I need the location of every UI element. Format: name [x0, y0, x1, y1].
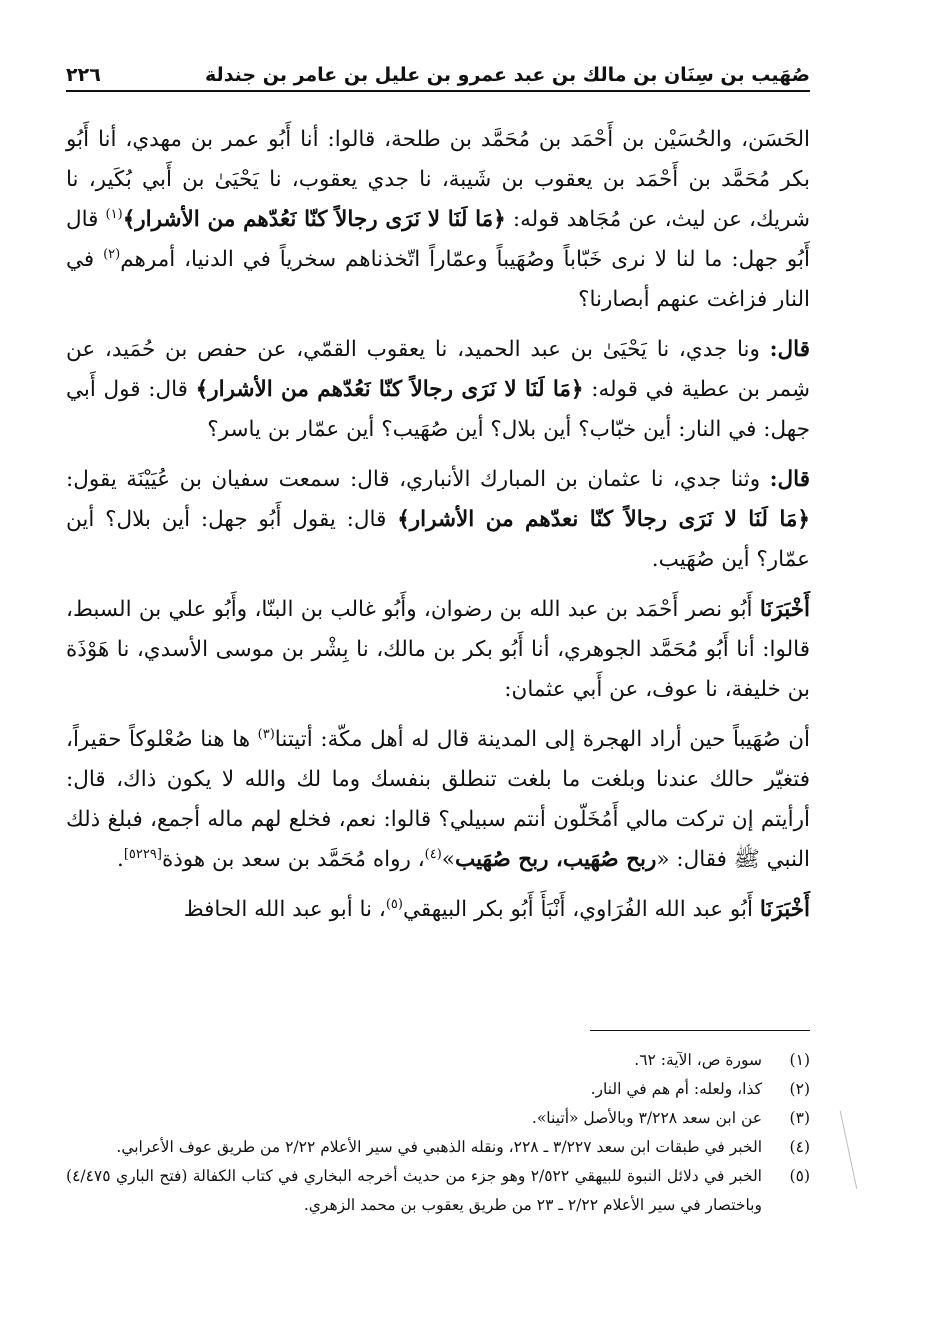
header-divider: [66, 90, 810, 92]
page-number: ٢٢٦: [66, 64, 101, 86]
lead-word: قال:: [769, 467, 810, 492]
lead-word: أَخْبَرَنَا: [759, 597, 810, 622]
lead-word: ربح صُهَيب، ربح صُهَيب: [454, 847, 657, 872]
paragraph: [66, 590, 810, 710]
footnote-ref: (١): [105, 206, 123, 222]
text-run: قال: يقول أَبُو جهل: أين بلال؟ أين عمّار؟ أين صُهَيب.: [66, 507, 810, 572]
footnote-ref: (٢): [103, 246, 121, 262]
paragraph: [66, 330, 810, 450]
footnote: [66, 1046, 810, 1075]
paragraph: [66, 890, 810, 930]
text-run: قال أَبُو جهل: ما لنا لا نرى خَبّاباً وصُهَيباً وعمّاراً اتّخذناهم سخرياً في الدنيا، أمرهم: [66, 207, 810, 272]
footnote: [66, 1075, 810, 1104]
running-header: [66, 52, 810, 86]
paragraph: [66, 460, 810, 580]
running-title: صُهَيب بن سِنَان بن مالك بن عبد عمرو بن عليل بن عامر بن جندلة: [205, 64, 810, 86]
quran-quote: ﴿مَا لَنَا لا نَرَى رجالاً كنّا نَعُدّهم من الأشرار﴾: [122, 207, 506, 232]
text-run: ، رواه مُحَمَّد بن سعد بن هوذة: [161, 847, 425, 872]
text-run: وثنا جدي، نا عثمان بن المبارك الأنباري، قال: سمعت سفيان بن عُيَيْنَة يقول:: [66, 467, 770, 492]
text-run: ها هنا صُعْلوكاً حقيراً، فتغيّر حالك عندنا وبلغت ما بلغت تنطلق بنفسك وما لك والله لا يكون ذاك، قال: أرأيتم إن تركت مالي أَمُخَلّون أنتم سبيلي؟ قالوا: نعم، فخلع لهم ماله أجمع، فبلغ ذلك النبي ﷺ فقال: «: [66, 727, 810, 872]
footnote-divider: [590, 1030, 810, 1031]
footnote-number: (٢): [789, 1080, 810, 1098]
main-text: [66, 120, 810, 938]
footnote-ref: (٣): [257, 726, 275, 742]
text-run: في النار فزاغت عنهم أبصارنا؟: [66, 247, 810, 312]
footnote-number: (٤): [789, 1138, 810, 1156]
quran-quote: ﴿مَا لَنَا لا نَرَى رجالاً كنّا نعدّهم من الأشرار﴾: [397, 507, 810, 532]
paragraph: [66, 120, 810, 320]
text-run: أَبُو نصر أَحْمَد بن عبد الله بن رضوان، وأَبُو غالب بن البنّا، وأَبُو علي بن السبط، قالوا: أنا أَبُو مُحَمَّد الجوهري، أنا أَبُو بكر بن مالك، نا بِشْر بن موسى الأسدي، نا هَوْذَة بن خليفة، نا عوف، عن أَبي عثمان:: [66, 597, 810, 702]
footnote-text: عن ابن سعد ٣/٢٢٨ وبالأصل «أتينا».: [531, 1109, 762, 1127]
footnote-ref: (٥): [385, 896, 403, 912]
footnote-text: سورة ص، الآية: ٦٢.: [634, 1051, 762, 1069]
footnote-ref: (٤): [424, 846, 442, 862]
quran-quote: ﴿مَا لَنَا لا نَرَى رجالاً كنّا نَعُدّهم من الأشرار﴾: [195, 377, 584, 402]
lead-word: قال:: [769, 337, 810, 362]
text-run: الحَسَن، والحُسَيْن بن أَحْمَد بن مُحَمَّد بن طلحة، قالوا: أنا أَبُو عمر بن مهدي، أنا أَبُو بكر مُحَمَّد بن أَحْمَد بن يعقوب بن شَيبة، نا جدي يعقوب، نا يَحْيَىٰ بن أَبي بُكَير، نا شريك، عن ليث، عن مُجَاهد قوله:: [66, 127, 810, 232]
footnote-text: كذا، ولعله: أم هم في النار.: [590, 1080, 762, 1098]
footnote-text: الخبر في دلائل النبوة للبيهقي ٢/٥٢٢ وهو جزء من حديث أخرجه البخاري في كتاب الكفالة (فتح الباري ٤/٤٧٥) وباختصار في سير الأعلام ٢/٢٢ ـ ٢٣ من طريق يعقوب بن محمد الزهري.: [66, 1167, 762, 1214]
footnotes: [66, 1046, 810, 1220]
text-run: »: [441, 847, 455, 872]
footnote-text: الخبر في طبقات ابن سعد ٣/٢٢٧ ـ ٢٢٨، ونقله الذهبي في سير الأعلام ٢/٢٢ من طريق عوف الأعرابي.: [116, 1138, 762, 1156]
text-run: قال: قول أَبي جهل: في النار: أين خبّاب؟ أين بلال؟ أين صُهَيب؟ أين عمّار بن ياسر؟: [66, 377, 810, 442]
paragraph: [66, 720, 810, 880]
text-run: .: [117, 847, 124, 872]
footnote-number: (٥): [789, 1167, 810, 1185]
margin-mark: [840, 1111, 858, 1189]
footnote-number: (١): [789, 1051, 810, 1069]
text-run: أَبُو عبد الله الفُرَاوي، أَنْبَأَ أَبُو بكر البيهقي: [402, 897, 760, 922]
footnote: [66, 1133, 810, 1162]
text-run: ، نا أبو عبد الله الحافظ: [183, 897, 386, 922]
footnote: [66, 1162, 810, 1220]
text-run: ونا جدي، نا يَحْيَىٰ بن عبد الحميد، نا يعقوب القمّي، عن حفص بن حُمَيد، عن شِمر بن عطية في قوله:: [66, 337, 810, 402]
text-run: أن صُهَيباً حين أراد الهجرة إلى المدينة قال له أهل مكّة: أتيتنا: [274, 727, 810, 752]
footnote: [66, 1104, 810, 1133]
footnote-number: (٣): [789, 1109, 810, 1127]
lead-word: أَخْبَرَنَا: [759, 897, 810, 922]
footnote-ref: [٥٢٢٩]: [123, 846, 162, 862]
